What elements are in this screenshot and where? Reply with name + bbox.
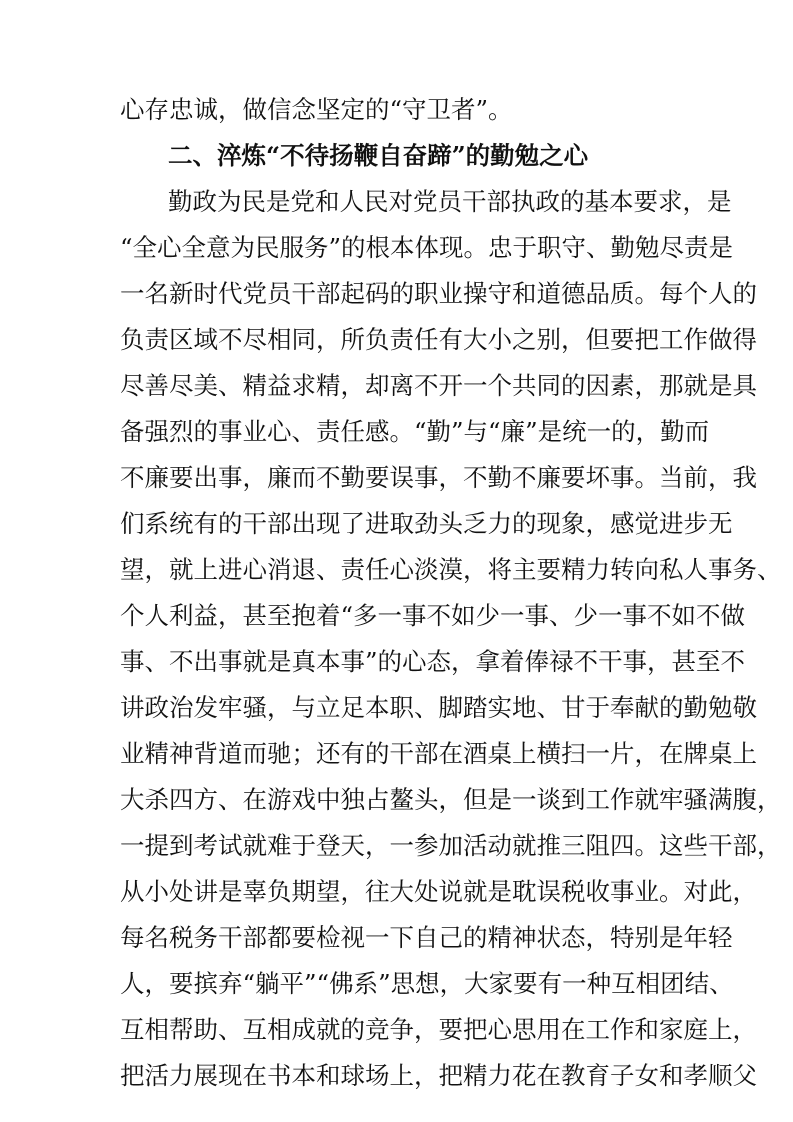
paragraph-line: 讲政治发牢骚，与立足本职、脚踏实地、甘于奉献的勤勉敬 xyxy=(120,693,757,722)
paragraph-line: 大杀四方、在游戏中独占鳌头，但是一谈到工作就牢骚满腹， xyxy=(120,785,782,814)
continuation-line: 心存忠诚，做信念坚定的“守卫者”。 xyxy=(120,95,513,124)
paragraph-line: 一名新时代党员干部起码的职业操守和道德品质。每个人的 xyxy=(120,279,757,308)
paragraph-line: 一提到考试就难于登天，一参加活动就推三阻四。这些干部， xyxy=(120,831,782,860)
paragraph-line: 勤政为民是党和人民对党员干部执政的基本要求，是 xyxy=(168,187,732,216)
paragraph-line: 从小处讲是辜负期望，往大处说就是耽误税收事业。对此， xyxy=(120,877,757,906)
paragraph-line: 互相帮助、互相成就的竞争，要把心思用在工作和家庭上， xyxy=(120,1015,757,1044)
paragraph-line: 备强烈的事业心、责任感。“勤”与“廉”是统一的，勤而 xyxy=(120,417,710,446)
paragraph-line: 事、不出事就是真本事”的心态，拿着俸禄不干事，甚至不 xyxy=(120,647,746,676)
paragraph-line: 负责区域不尽相同，所负责任有大小之别，但要把工作做得 xyxy=(120,325,757,354)
paragraph-line: 个人利益，甚至抱着“多一事不如少一事、少一事不如不做 xyxy=(120,601,746,630)
paragraph-line: 望，就上进心消退、责任心淡漠，将主要精力转向私人事务、 xyxy=(120,555,782,584)
paragraph-line: “全心全意为民服务”的根本体现。忠于职守、勤勉尽责是 xyxy=(120,233,734,262)
paragraph-line: 人，要摈弃“躺平”“佛系”思想，大家要有一种互相团结、 xyxy=(120,969,734,998)
paragraph-line: 们系统有的干部出现了进取劲头乏力的现象，感觉进步无 xyxy=(120,509,733,538)
paragraph-line: 每名税务干部都要检视一下自己的精神状态，特别是年轻 xyxy=(120,923,733,952)
paragraph-line: 把活力展现在书本和球场上，把精力花在教育子女和孝顺父 xyxy=(120,1061,757,1090)
paragraph-line: 尽善尽美、精益求精，却离不开一个共同的因素，那就是具 xyxy=(120,371,757,400)
section-heading: 二、淬炼“不待扬鞭自奋蹄”的勤勉之心 xyxy=(168,141,589,170)
paragraph-line: 不廉要出事，廉而不勤要误事，不勤不廉要坏事。当前，我 xyxy=(120,463,757,492)
paragraph-line: 业精神背道而驰；还有的干部在酒桌上横扫一片，在牌桌上 xyxy=(120,739,757,768)
